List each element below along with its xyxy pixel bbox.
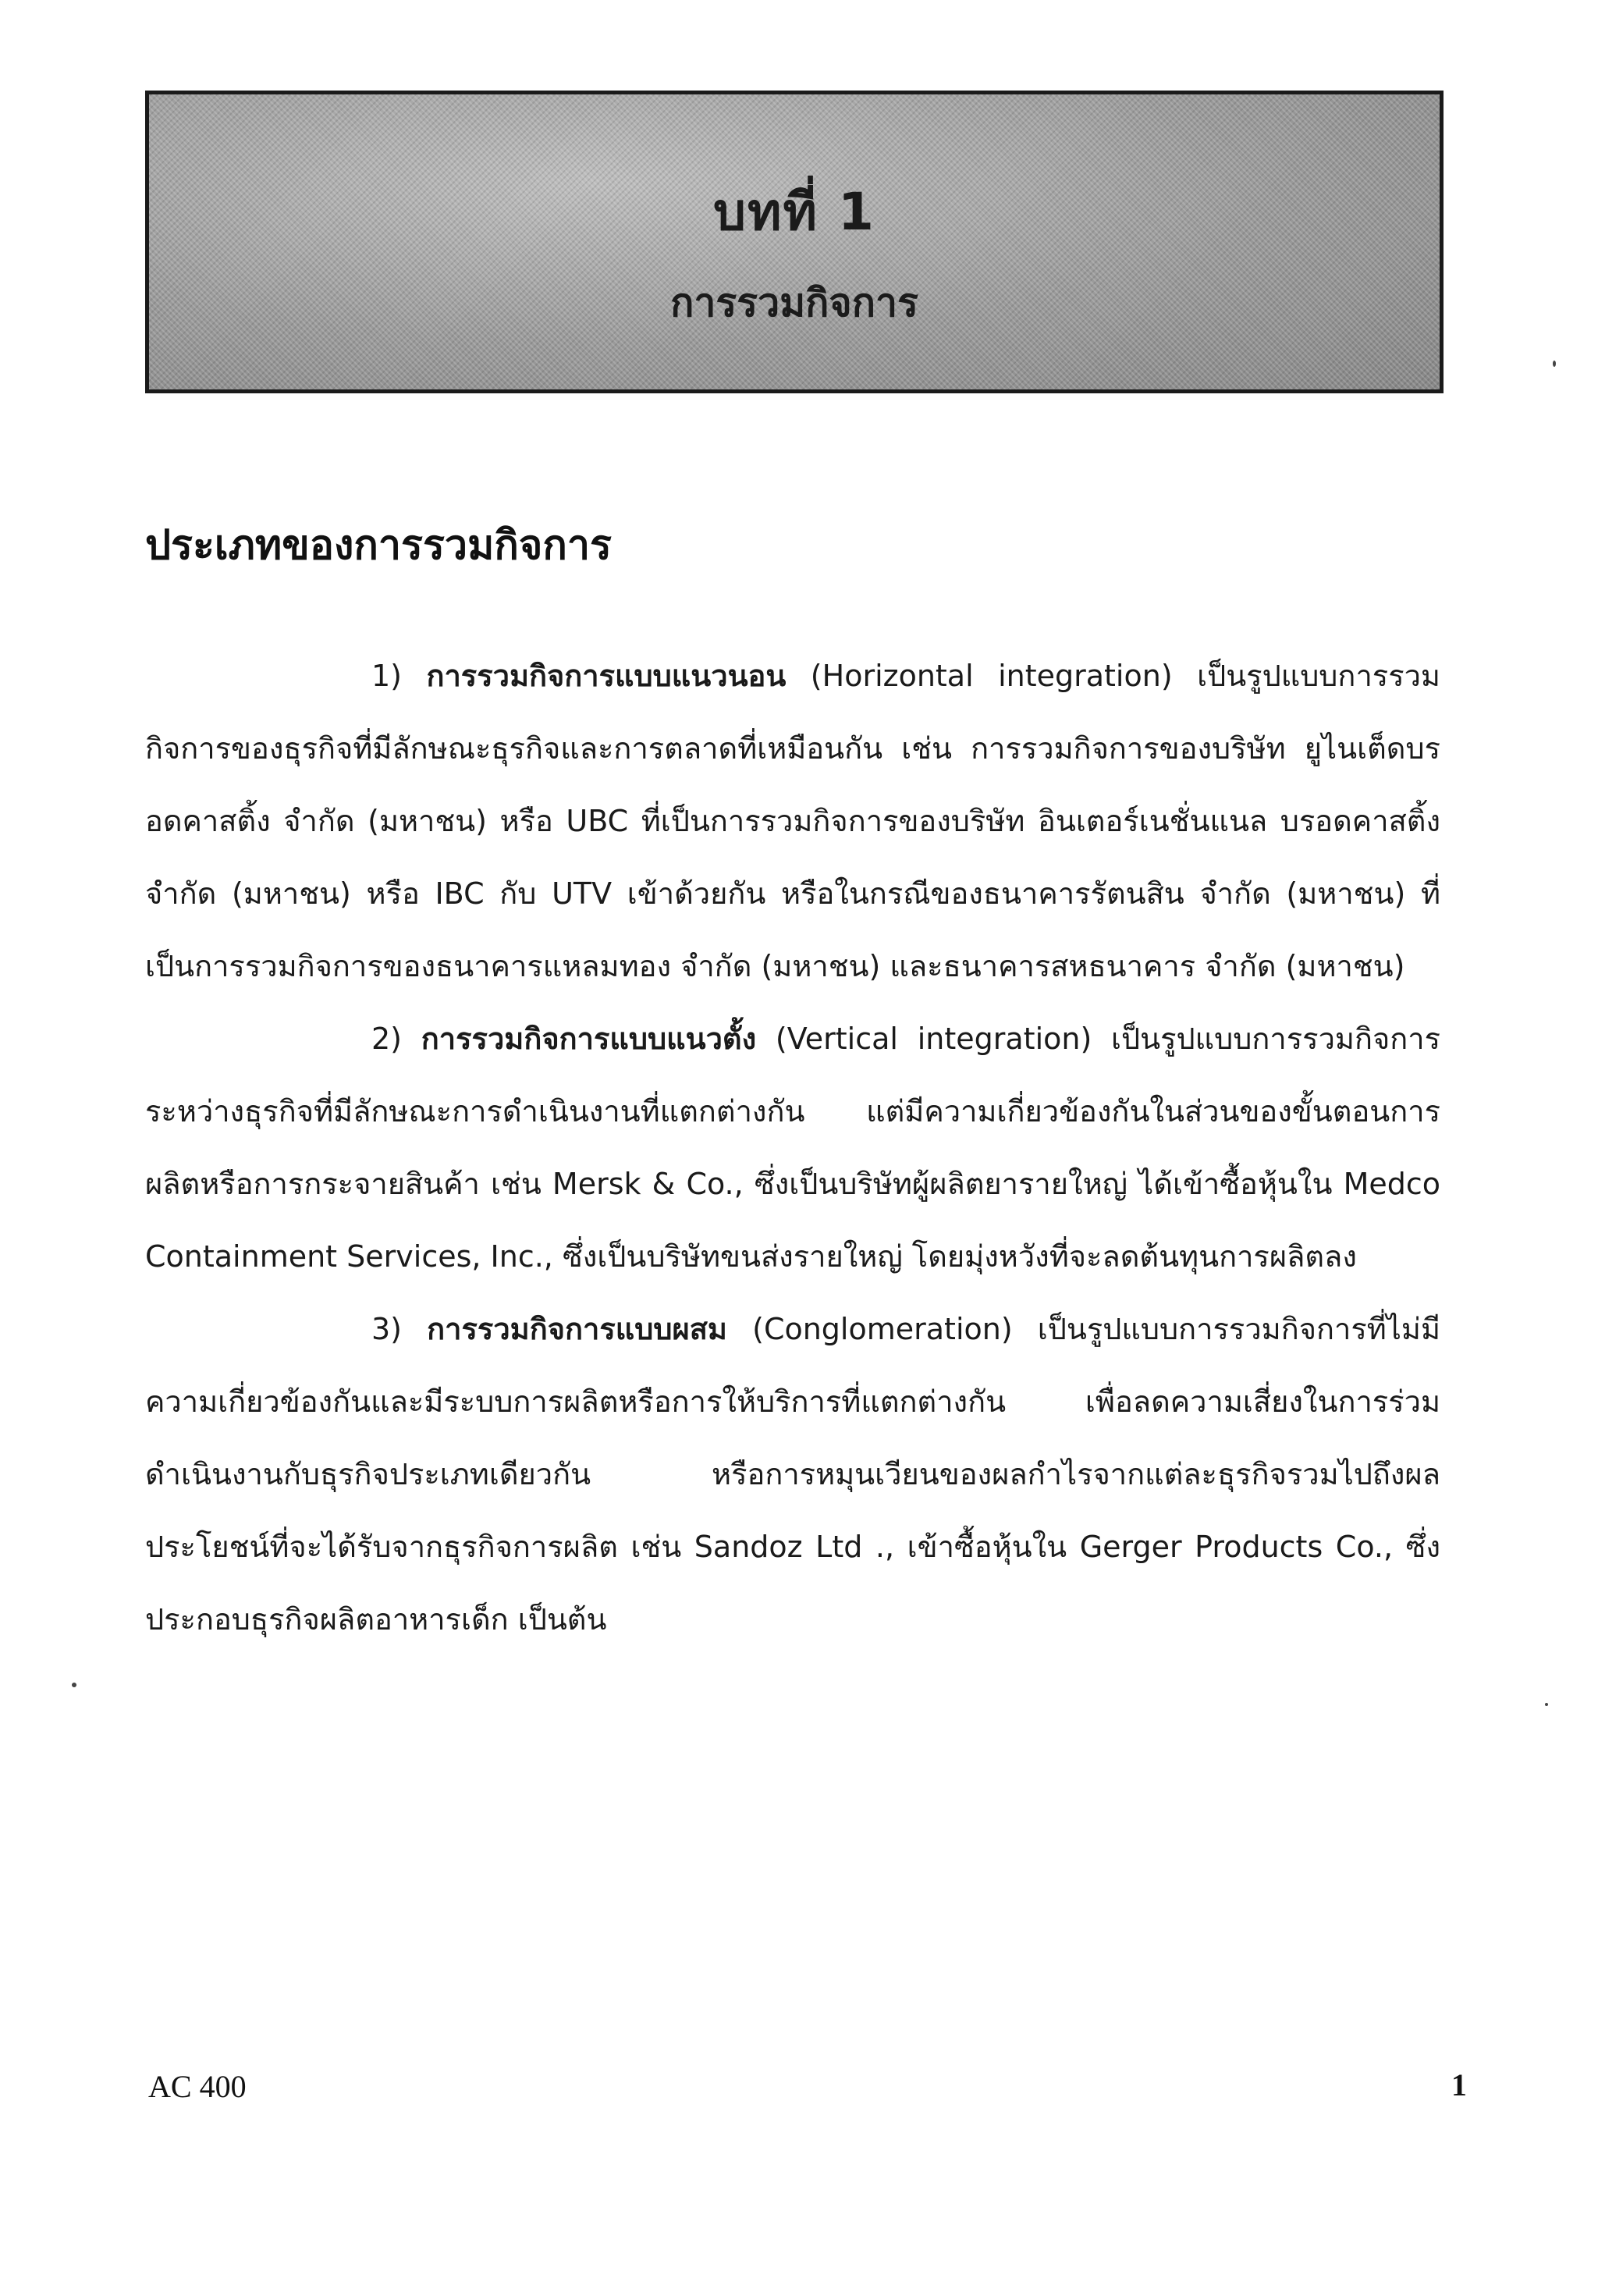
scan-speck xyxy=(72,1683,76,1687)
paragraph-conglomeration xyxy=(145,1293,1440,1656)
chapter-title: การรวมกิจการ xyxy=(670,280,918,325)
item-body: (Vertical integration) เป็นรูปแบบการรวมกิจการระหว่างธุรกิจที่มีลักษณะการดำเนินงานที่แตกต่างกัน แต่มีความเกี่ยวข้องกันในส่วนของขั้นตอนการผลิตหรือการกระจายสินค้า เช่น Mersk & Co., ซึ่งเป็นบริษัทผู้ผลิตยารายใหญ่ ได้เข้าซื้อหุ้นใน Medco Containment Services, Inc., ซึ่งเป็นบริษัทขนส่งรายใหญ่ โดยมุ่งหวังที่จะลดต้นทุนการผลิตลง xyxy=(145,1022,1440,1274)
item-title: การรวมกิจการแบบแนวตั้ง xyxy=(421,1022,757,1056)
item-body: (Conglomeration) เป็นรูปแบบการรวมกิจการที่ไม่มีความเกี่ยวข้องกันและมีระบบการผลิตหรือการให้บริการที่แตกต่างกัน เพื่อลดความเสี่ยงในการร่วมดำเนินงานกับธุรกิจประเภทเดียวกัน หรือการหมุนเวียนของผลกำไรจากแต่ละธุรกิจรวมไปถึงผลประโยชน์ที่จะได้รับจากธุรกิจการผลิต เช่น Sandoz Ltd ., เข้าซื้อหุ้นใน Gerger Products Co., ซึ่งประกอบธุรกิจผลิตอาหารเด็ก เป็นต้น xyxy=(145,1312,1440,1637)
item-title: การรวมกิจการแบบแนวนอน xyxy=(426,659,787,693)
item-number: 2) xyxy=(371,1022,403,1056)
section-heading: ประเภทของการรวมกิจการ xyxy=(145,522,612,569)
item-number: 3) xyxy=(371,1312,403,1346)
chapter-banner xyxy=(145,91,1444,393)
scan-speck xyxy=(1545,1703,1548,1706)
footer-course-code: AC 400 xyxy=(148,2069,247,2104)
chapter-number: บทที่ 1 xyxy=(713,182,875,242)
footer-page-number: 1 xyxy=(1451,2067,1467,2102)
paragraph-horizontal-integration xyxy=(145,640,1440,1003)
scan-speck xyxy=(1553,361,1556,367)
paragraph-vertical-integration xyxy=(145,1003,1440,1293)
item-title: การรวมกิจการแบบผสม xyxy=(427,1312,727,1346)
item-number: 1) xyxy=(371,659,403,693)
item-body: (Horizontal integration) เป็นรูปแบบการรวมกิจการของธุรกิจที่มีลักษณะธุรกิจและการตลาดที่เหมือนกัน เช่น การรวมกิจการของบริษัท ยูไนเต็ดบรอดคาสติ้ง จำกัด (มหาชน) หรือ UBC ที่เป็นการรวมกิจการของบริษัท อินเตอร์เนชั่นแนล บรอดคาสติ้ง จำกัด (มหาชน) หรือ IBC กับ UTV เข้าด้วยกัน หรือในกรณีของธนาคารรัตนสิน จำกัด (มหาชน) ที่เป็นการรวมกิจการของธนาคารแหลมทอง จำกัด (มหาชน) และธนาคารสหธนาคาร จำกัด (มหาชน) xyxy=(145,659,1440,983)
document-body xyxy=(145,640,1440,1656)
